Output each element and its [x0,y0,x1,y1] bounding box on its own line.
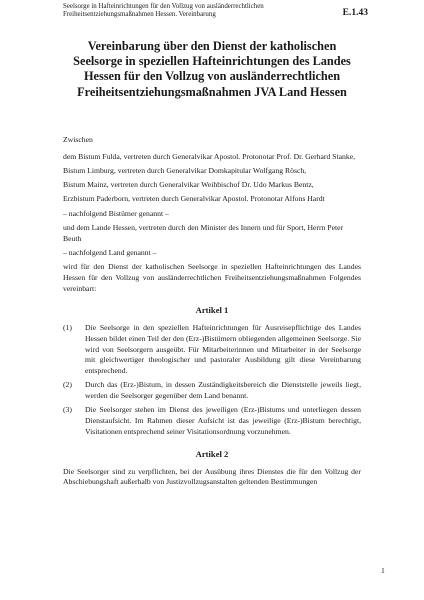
running-header-line-1: Seelsorge in Hafteinrichtungen für den Vollzug von ausländerrechtlichen [63,3,264,10]
intro-text: Zwischen [63,135,93,144]
running-header-line-2: Freiheitsentziehungsmaßnahmen Hessen. Vereinbarung [63,11,216,19]
item-number: (1) [63,323,72,333]
document-title [60,39,364,100]
article-1-item [63,405,361,437]
party-limburg: Bistum Limburg, vertreten durch Generalvikar Domkapitular Wolfgang Rösch, [63,165,307,175]
counterparty-land-hessen: und dem Lande Hessen, vertreten durch den Minister des Innern und für Sport, Herrn Peter Beuth [63,222,344,243]
title-line-4: Freiheitsentziehungsmaßnahmen JVA Land Hessen [77,84,347,99]
article-1-item [63,380,361,402]
party-fulda: dem Bistum Fulda, vertreten durch Generalvikar Apostol. Protonotar Prof. Dr. Gerhard Stanke, [63,151,356,161]
item-text: Die Seelsorger stehen im Dienst des jeweiligen (Erz-)Bistums und unterliegen dessen Dienstaufsicht. Im Rahmen dieser Aufsicht ist das jeweilige (Erz-)Bistum berechtigt, Visitationen entsprechend seiner Visitationsordnung vorzunehmen. [85,405,361,437]
preamble-text: wird für den Dienst der katholischen Seelsorge in speziellen Hafteinrichtungen des Landes Hessen für den Vollzug von ausländerrechtlichen Freiheitsentziehungsmaßnahmen Folgendes vereinbart: [63,261,361,293]
running-header [63,3,353,20]
party-paderborn: Erzbistum Paderborn, vertreten durch Generalvikar Apostol. Protonotar Alfons Hardt [63,194,325,204]
article-1-item [63,323,361,377]
party-designation-bistuemer: – nachfolgend Bistümer genannt – [63,208,169,218]
title-line-1: Vereinbarung über den Dienst der katholischen [87,39,337,53]
article-1-heading: Artikel 1 [195,305,229,316]
article-2-text: Die Seelsorger sind zu verpflichten, bei der Ausübung ihres Dienstes die für den Vollzug der Abschiebungshaft außerhalb von Justizvollzugsanstalten geltenden Bestimmungen [63,466,361,487]
item-text: Die Seelsorge in den speziellen Hafteinrichtungen für Ausreisepflichtige des Landes Hessen bildet einen Teil der den (Erz-)Bistümern obliegenden allgemeinen Seelsorge. Sie wird von Seelsorgern ausgeübt. Für Mitarbeiterinnen und Mitarbeiter in der Seelsorge mit gleichwertiger theologischer und pastoraler Ausbildung gilt diese Vereinbarung entsprechend. [85,323,361,376]
title-line-2: Seelsorge in speziellen Hafteinrichtungen des Landes [73,54,351,69]
page-number: 1 [381,566,385,575]
party-mainz: Bistum Mainz, vertreten durch Generalvikar Weihbischof Dr. Udo Markus Bentz, [63,180,314,190]
item-number: (2) [63,380,72,390]
item-number: (3) [63,405,72,415]
document-body [63,135,361,492]
item-text: Durch das (Erz-)Bistum, in dessen Zuständigkeitsbereich die Dienststelle jeweils liegt, werden die Seelsorger gegenüber dem Land benannt. [85,380,361,401]
party-designation-land: – nachfolgend Land genannt – [63,247,157,257]
document-id: E.1.43 [342,8,368,18]
title-line-3: Hessen für den Vollzug von ausländerrechtlichen [83,69,341,84]
article-2-heading: Artikel 2 [195,448,229,459]
